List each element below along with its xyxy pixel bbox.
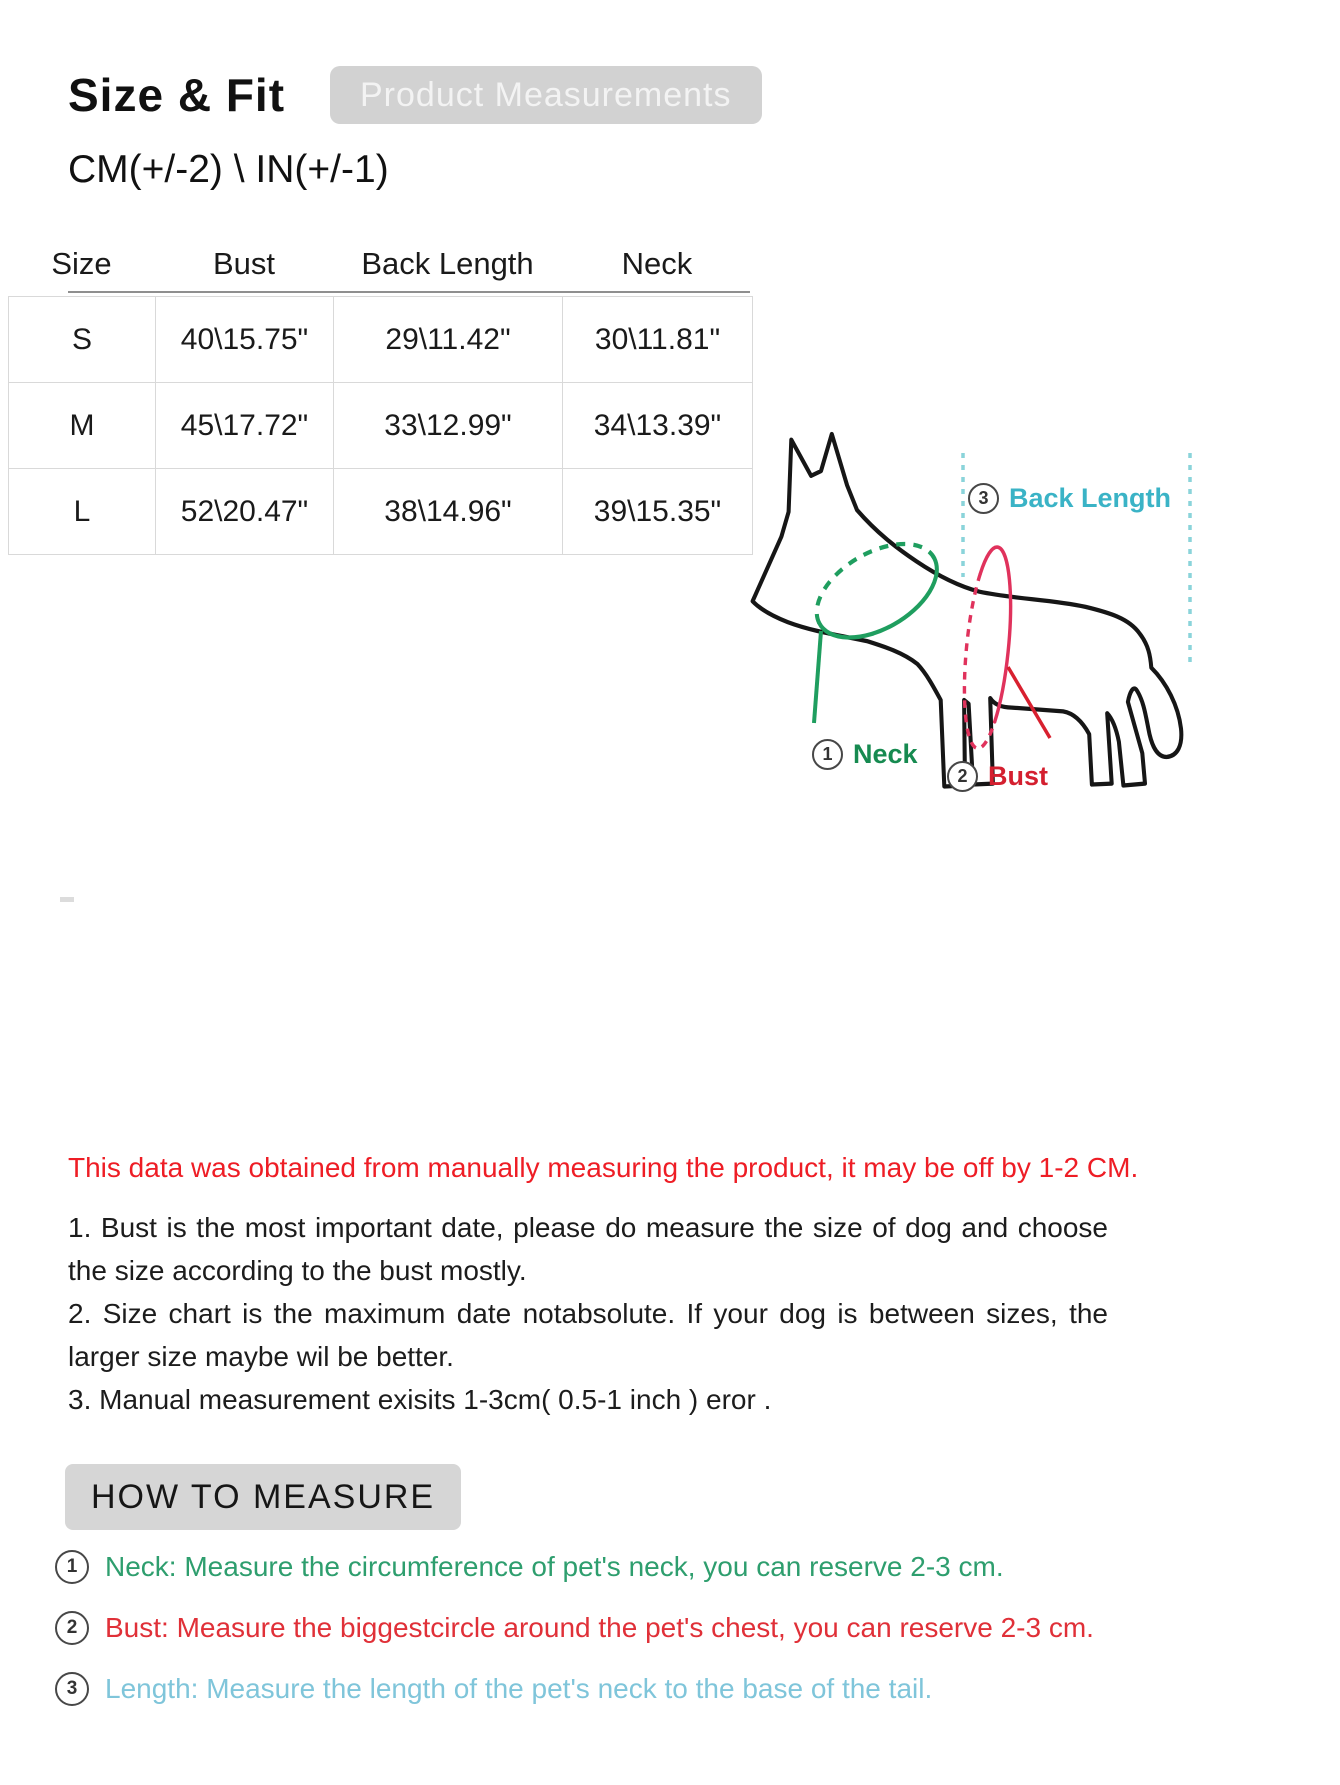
measure-step-length [55,1672,1094,1706]
column-header-neck: Neck [621,246,693,281]
sizing-notes [68,1206,1108,1421]
cell-bust: 52\20.47" [156,469,334,555]
circled-1-icon: 1 [55,1550,89,1584]
table-row [9,297,753,383]
table-header-rule [68,291,750,293]
dog-measurement-diagram [690,405,1210,817]
page-title: Size & Fit [68,69,286,121]
column-header-bust: Bust [212,246,276,281]
measure-step-bust [55,1611,1094,1645]
column-header-back-length: Back Length [361,246,534,281]
dog-illustration [690,405,1210,817]
table-row [9,383,753,469]
size-table [8,296,753,555]
cell-neck: 30\11.81" [563,297,753,383]
circled-1-icon: 1 [812,739,843,770]
table-row [9,469,753,555]
measurement-disclaimer: This data was obtained from manually measuring the product, it may be off by 1-2 CM. [68,1152,1139,1183]
bust-annotation [947,761,1048,792]
cell-size: L [9,469,156,555]
cell-size: M [9,383,156,469]
step-text: Bust: Measure the biggestcircle around the pet's chest, you can reserve 2-3 cm. [105,1612,1094,1643]
back-length-annotation [968,483,1171,514]
column-header-size: Size [51,246,112,281]
cell-bust: 45\17.72" [156,383,334,469]
how-to-measure-label: HOW TO MEASURE [91,1477,436,1516]
cell-bust: 40\15.75" [156,297,334,383]
cell-neck: 39\15.35" [563,469,753,555]
how-to-measure-heading [65,1464,461,1530]
circled-3-icon: 3 [55,1672,89,1706]
bust-label: Bust [988,761,1048,791]
tolerance-note: CM(+/-2) \ IN(+/-1) [68,148,389,191]
note-item: 2. Size chart is the maximum date notabsolute. If your dog is between sizes, the larger size maybe wil be better. [68,1298,1108,1372]
size-table-header [8,246,752,282]
cell-back-length: 29\11.42" [334,297,563,383]
product-measurements-badge [330,66,762,124]
cell-neck: 34\13.39" [563,383,753,469]
badge-label: Product Measurements [360,75,732,114]
cell-back-length: 38\14.96" [334,469,563,555]
circled-2-icon: 2 [55,1611,89,1645]
cell-back-length: 33\12.99" [334,383,563,469]
neck-label: Neck [853,739,918,769]
step-text: Length: Measure the length of the pet's neck to the base of the tail. [105,1673,933,1704]
note-item: 1. Bust is the most important date, please do measure the size of dog and choose the size according to the bust mostly. [68,1212,1108,1286]
cell-size: S [9,297,156,383]
neck-annotation [812,739,918,770]
measure-step-neck [55,1550,1094,1584]
circled-2-icon: 2 [947,761,978,792]
back-length-label: Back Length [1009,483,1172,513]
step-text: Neck: Measure the circumference of pet's neck, you can reserve 2-3 cm. [105,1551,1004,1582]
circled-3-icon: 3 [968,483,999,514]
note-item: 3. Manual measurement exisits 1-3cm( 0.5-1 inch ) eror . [68,1384,772,1415]
measure-steps [55,1550,1094,1733]
stray-mark [60,897,74,902]
